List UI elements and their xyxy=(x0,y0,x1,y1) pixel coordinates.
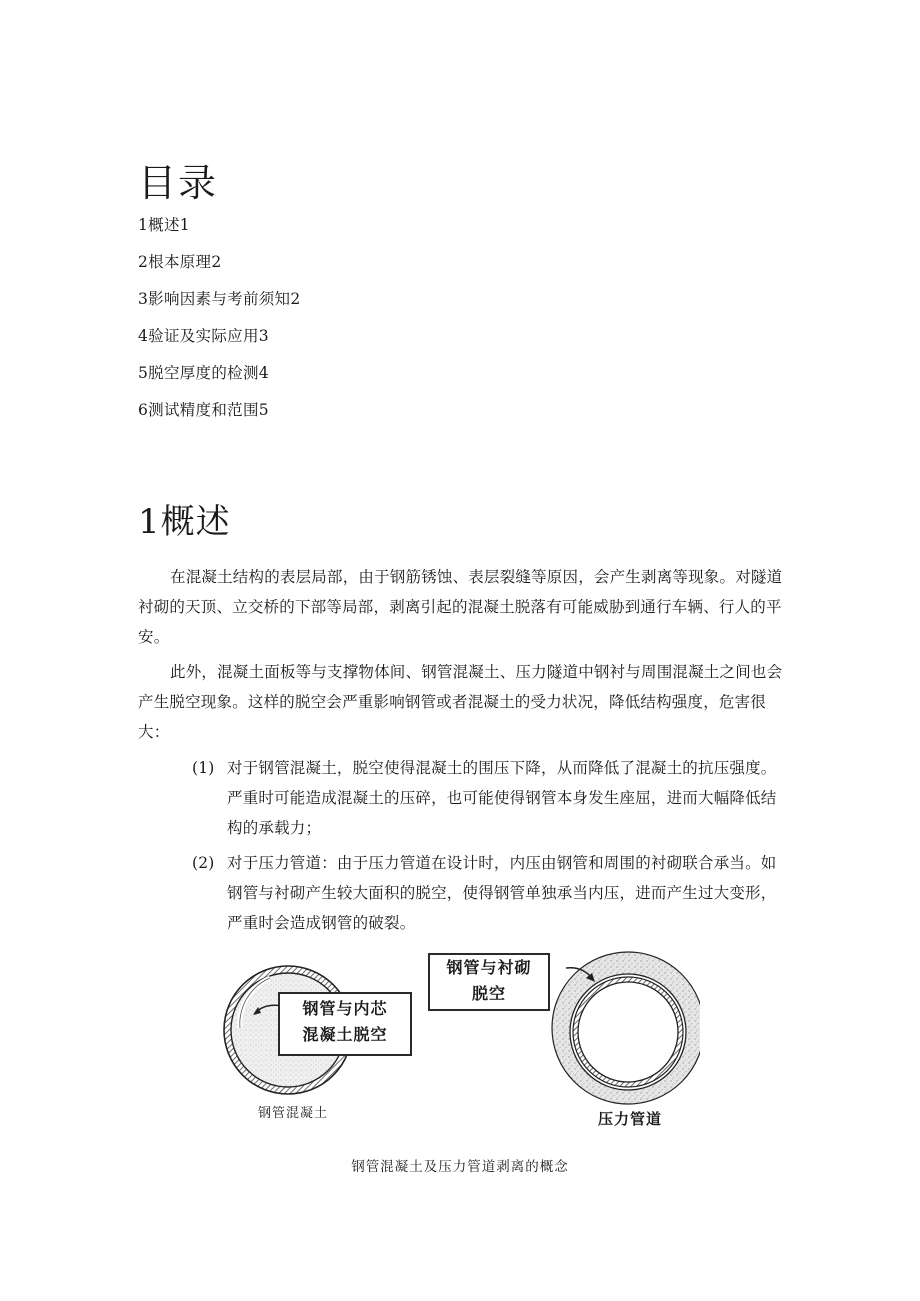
toc-item[interactable]: 6测试精度和范围5 xyxy=(138,401,269,419)
left-annotation-line: 混凝土脱空 xyxy=(302,1025,388,1044)
toc-item[interactable]: 3影响因素与考前须知2 xyxy=(138,290,301,308)
left-diagram-label: 钢管混凝土 xyxy=(258,1106,329,1121)
toc-list xyxy=(138,212,301,434)
paragraph: 此外，混凝土面板等与支撑物体间、钢管混凝土、压力隧道中钢衬与周围混凝土之间也会产生脱空现象。这样的脱空会严重影响钢管或者混凝土的受力状况，降低结构强度，危害很大： xyxy=(138,663,783,741)
section-heading: 1概述 xyxy=(138,502,231,542)
right-annotation-line: 钢管与衬砌 xyxy=(446,958,532,977)
left-annotation-line: 钢管与内芯 xyxy=(302,999,388,1018)
paragraph: 在混凝土结构的表层局部，由于钢筋锈蚀、表层裂缝等原因，会产生剥离等现象。对隧道衬砌的天顶、立交桥的下部等局部，剥离引起的混凝土脱落有可能威胁到通行车辆、行人的平安。 xyxy=(138,568,783,646)
list-item xyxy=(192,753,786,843)
figure-caption: 钢管混凝土及压力管道剥离的概念 xyxy=(351,1159,569,1175)
list-item-number: (1) xyxy=(192,759,215,777)
list-item xyxy=(192,848,786,938)
toc-item[interactable]: 2根本原理2 xyxy=(138,253,222,271)
figure xyxy=(220,948,700,1138)
list-item-number: (2) xyxy=(192,854,215,872)
right-annotation-line: 脱空 xyxy=(471,984,506,1003)
left-annotation-box xyxy=(278,992,412,1056)
pressure-pipe-diagram xyxy=(552,952,700,1104)
right-annotation-box xyxy=(428,953,550,1011)
toc-title: 目录 xyxy=(138,161,219,205)
toc-item[interactable]: 1概述1 xyxy=(138,216,190,234)
toc-item[interactable]: 4验证及实际应用3 xyxy=(138,327,269,345)
right-diagram-label: 压力管道 xyxy=(598,1110,663,1128)
list-item-text: 对于压力管道：由于压力管道在设计时，内压由钢管和周围的衬砌联合承当。如钢管与衬砌产生较大面积的脱空，使得钢管单独承当内压，进而产生过大变形，严重时会造成钢管的破裂。 xyxy=(227,854,777,932)
list-item-text: 对于钢管混凝土，脱空使得混凝土的围压下降，从而降低了混凝土的抗压强度。严重时可能造成混凝土的压碎，也可能使得钢管本身发生座屈，进而大幅降低结构的承载力； xyxy=(227,759,777,837)
toc-item[interactable]: 5脱空厚度的检测4 xyxy=(138,364,269,382)
